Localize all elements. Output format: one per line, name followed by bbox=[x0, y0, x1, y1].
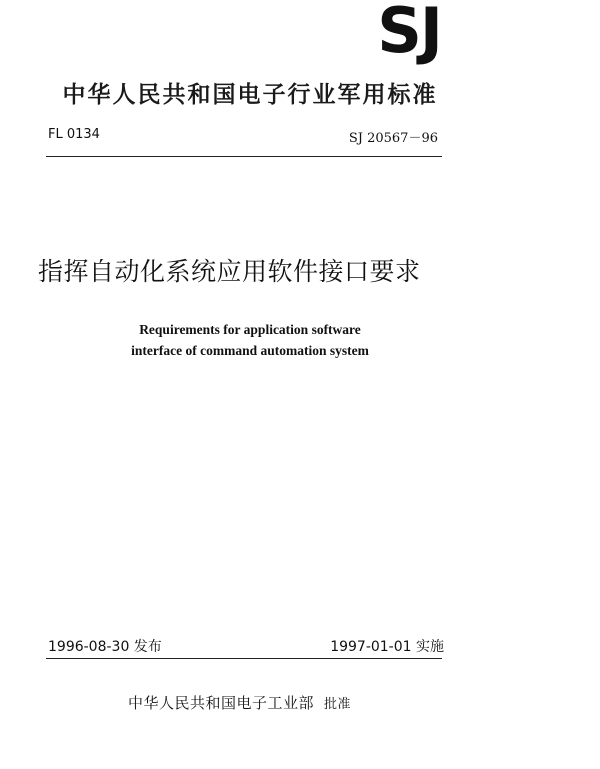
approval-line bbox=[128, 692, 351, 713]
document-title-zh: 指挥自动化系统应用软件接口要求 bbox=[38, 257, 421, 286]
approving-authority: 中华人民共和国电子工业部 bbox=[128, 694, 315, 712]
sj-logo: SJ bbox=[377, 0, 441, 67]
effective-date: 1997-01-01 实施 bbox=[330, 639, 444, 655]
header-divider bbox=[46, 156, 442, 157]
footer-divider bbox=[46, 658, 442, 659]
document-title-en-line2: interface of command automation system bbox=[131, 343, 369, 358]
classification-code: FL 0134 bbox=[48, 127, 100, 142]
standard-category-title: 中华人民共和国电子行业军用标准 bbox=[62, 82, 438, 108]
standard-number: SJ 20567－96 bbox=[348, 131, 438, 146]
approval-mark: 批准 bbox=[324, 697, 352, 712]
issue-date: 1996-08-30 发布 bbox=[48, 639, 162, 655]
document-title-en-line1: Requirements for application software bbox=[139, 322, 361, 337]
